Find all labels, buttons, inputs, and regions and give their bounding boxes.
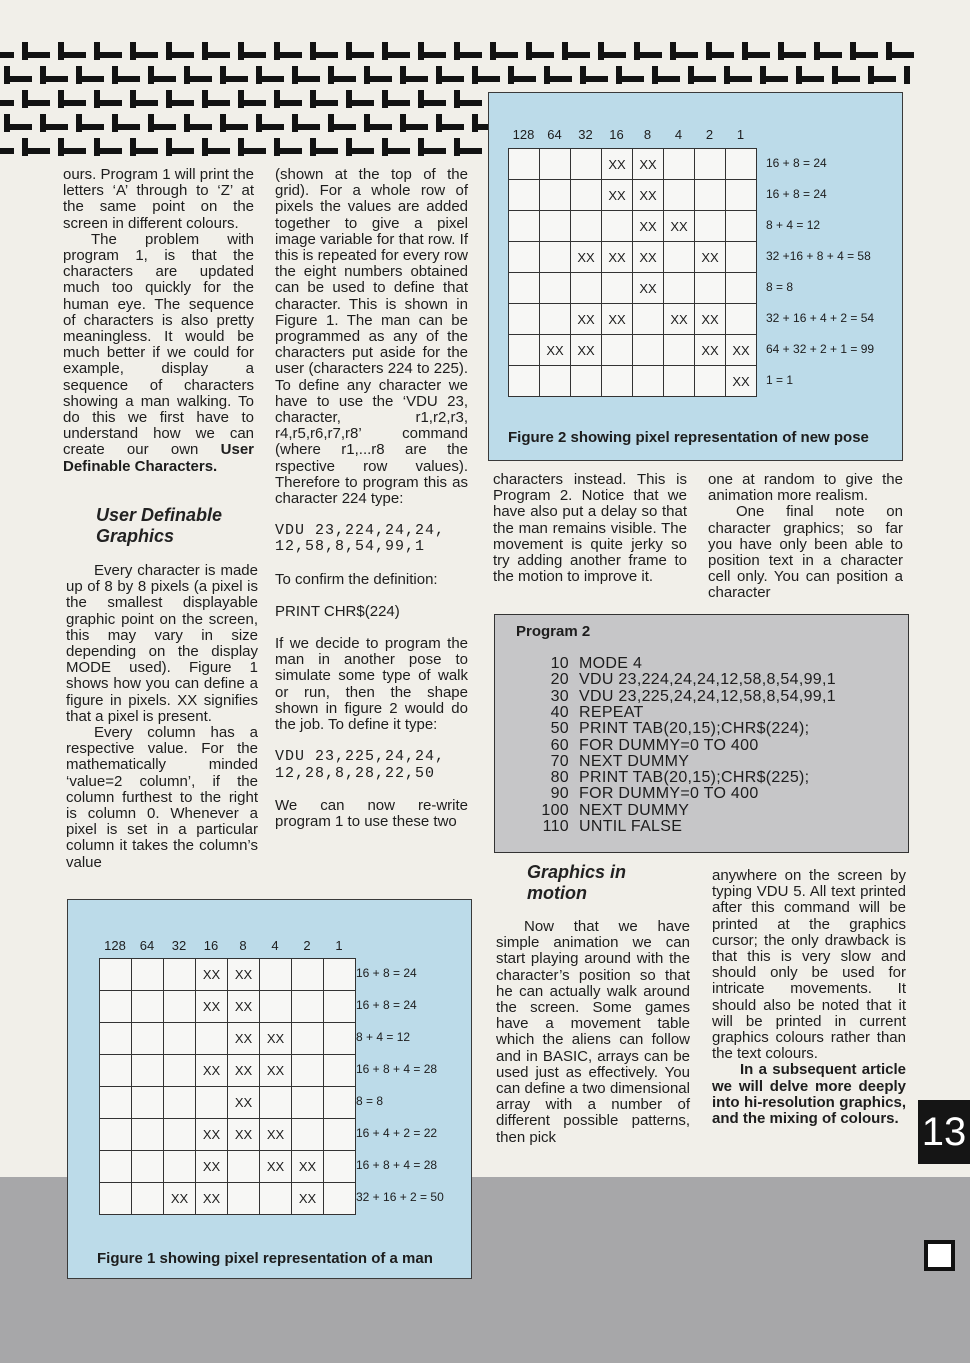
pixel-cell: [633, 366, 664, 397]
pixel-cell: [540, 273, 571, 304]
pixel-cell: [664, 273, 695, 304]
pixel-cell: [260, 959, 292, 991]
pixel-cell: [571, 273, 602, 304]
paragraph: one at random to give the animation more realism.: [708, 471, 903, 505]
pixel-cell: XX: [695, 304, 726, 335]
pixel-cell: XX: [196, 959, 228, 991]
pixel-grid: [99, 958, 356, 1215]
pixel-cell: XX: [602, 149, 633, 180]
grid-row: [509, 304, 757, 335]
row-sum-label: 8 + 4 = 12: [356, 1030, 411, 1044]
column-value-label: 2: [705, 127, 714, 142]
pixel-cell: [726, 149, 757, 180]
pixel-cell: XX: [571, 242, 602, 273]
pixel-cell: XX: [602, 242, 633, 273]
pixel-cell: [664, 149, 695, 180]
pixel-cell: XX: [196, 1119, 228, 1151]
section-heading: Graphics in motion: [527, 862, 627, 903]
page-number: 13: [918, 1100, 970, 1164]
pixel-cell: [292, 1087, 324, 1119]
pixel-cell: [132, 1151, 164, 1183]
pixel-cell: [324, 991, 356, 1023]
column-value-label: 64: [547, 127, 562, 142]
pixel-cell: [602, 335, 633, 366]
pixel-cell: [132, 1183, 164, 1215]
line-number: 80: [550, 769, 569, 787]
pixel-cell: [132, 959, 164, 991]
pixel-cell: [324, 1183, 356, 1215]
column-value-label: 128: [512, 127, 535, 142]
pixel-cell: XX: [228, 1055, 260, 1087]
grid-row: [100, 991, 356, 1023]
pixel-cell: [228, 1183, 260, 1215]
column-1: [63, 167, 254, 475]
pixel-cell: XX: [571, 335, 602, 366]
grid-row: [509, 180, 757, 211]
figure-caption: Figure 2 showing pixel representation of new pose: [508, 429, 869, 446]
pixel-cell: [164, 1119, 196, 1151]
pixel-cell: [260, 1087, 292, 1119]
pixel-cell: XX: [228, 959, 260, 991]
code-snippet: VDU 23,224,24,24, 12,58,8,54,99,1: [275, 522, 446, 556]
program-2-listing: [494, 614, 909, 853]
line-number: 60: [550, 736, 569, 754]
paragraph: If we decide to program the man in another pose to simulate some type of walk or run, then the shape shown in figure 2 would do the job. To define it type:: [275, 635, 468, 734]
pixel-cell: [100, 959, 132, 991]
pixel-cell: [228, 1151, 260, 1183]
pixel-cell: [324, 1023, 356, 1055]
pixel-cell: [695, 180, 726, 211]
program-title: Program 2: [516, 623, 591, 640]
grid-row: [100, 1183, 356, 1215]
code-snippet: PRINT CHR$(224): [275, 602, 400, 620]
pixel-cell: [571, 180, 602, 211]
pixel-cell: [571, 366, 602, 397]
pixel-cell: XX: [602, 180, 633, 211]
pixel-cell: [196, 1023, 228, 1055]
column-value-label: 2: [303, 938, 311, 953]
code-line: MODE 4: [579, 655, 643, 672]
figure-1: [67, 899, 472, 1279]
pixel-cell: [509, 273, 540, 304]
grid-row: [100, 959, 356, 991]
paragraph: We can now re-write program 1 to use these two: [275, 796, 468, 830]
pixel-cell: XX: [196, 991, 228, 1023]
pixel-cell: [324, 1151, 356, 1183]
pixel-cell: [509, 149, 540, 180]
pixel-cell: [292, 959, 324, 991]
line-number: 90: [550, 785, 569, 803]
row-sum-label: 8 = 8: [766, 279, 794, 294]
pixel-cell: XX: [633, 242, 664, 273]
pixel-cell: [602, 273, 633, 304]
pixel-cell: XX: [196, 1055, 228, 1087]
column-4-continued: [712, 868, 906, 1127]
pixel-cell: [664, 242, 695, 273]
grid-row: [509, 211, 757, 242]
line-number: 30: [550, 687, 569, 705]
pixel-cell: [695, 149, 726, 180]
pixel-cell: XX: [196, 1151, 228, 1183]
pixel-cell: [633, 335, 664, 366]
row-sum-label: 32 +16 + 8 + 4 = 58: [766, 248, 871, 263]
column-value-label: 16: [203, 938, 219, 953]
pixel-cell: [509, 366, 540, 397]
code-snippet: VDU 23,225,24,24, 12,28,8,28,22,50: [275, 748, 446, 782]
row-sum-label: 8 = 8: [356, 1094, 384, 1108]
grid-row: [100, 1055, 356, 1087]
code-line: UNTIL FALSE: [579, 818, 683, 835]
pixel-cell: XX: [292, 1151, 324, 1183]
column-value-label: 8: [643, 127, 652, 142]
pixel-cell: [164, 1151, 196, 1183]
pixel-cell: [100, 991, 132, 1023]
grid-row: [509, 149, 757, 180]
column-value-label: 32: [171, 938, 187, 953]
pixel-cell: [164, 959, 196, 991]
column-2: [275, 167, 468, 830]
pixel-cell: [292, 991, 324, 1023]
pixel-cell: [695, 211, 726, 242]
line-number: 70: [550, 752, 569, 770]
pixel-cell: [540, 242, 571, 273]
pixel-cell: XX: [228, 1087, 260, 1119]
figure-caption: Figure 1 showing pixel representation of a man: [97, 1250, 433, 1267]
line-number: 100: [541, 801, 569, 819]
pixel-cell: [164, 991, 196, 1023]
pixel-cell: [100, 1119, 132, 1151]
pixel-cell: XX: [726, 335, 757, 366]
pixel-cell: [260, 1183, 292, 1215]
pixel-cell: [100, 1023, 132, 1055]
column-value-label: 8: [239, 938, 247, 953]
pixel-cell: XX: [664, 211, 695, 242]
pixel-cell: [260, 991, 292, 1023]
pixel-cell: XX: [164, 1183, 196, 1215]
pixel-cell: [324, 1055, 356, 1087]
paragraph: characters instead. This is Program 2. Notice that we have also put a delay so that the man remains visible. The movement is quite jerky so try adding another frame to the motion to improve it.: [493, 471, 687, 586]
pixel-cell: [571, 149, 602, 180]
code-line: NEXT DUMMY: [579, 801, 690, 819]
pixel-cell: [132, 991, 164, 1023]
line-number: 10: [550, 655, 569, 672]
pixel-cell: [509, 335, 540, 366]
pixel-cell: XX: [571, 304, 602, 335]
code-line: FOR DUMMY=0 TO 400: [579, 785, 759, 803]
pixel-cell: [164, 1087, 196, 1119]
paragraph: Every character is made up of 8 by 8 pixels (a pixel is the smallest displayable graphic point on the screen, this may vary in size depending on the display MODE used). Figure 1 shows how you can define a figure in pixels. XX signifies that a pixel is present.: [66, 562, 258, 725]
column-value-label: 4: [674, 127, 683, 142]
pixel-cell: XX: [633, 211, 664, 242]
line-number: 110: [542, 818, 569, 835]
pixel-cell: XX: [540, 335, 571, 366]
row-sum-label: 16 + 8 = 24: [356, 966, 417, 980]
grid-row: [509, 273, 757, 304]
section-heading: User Definable Graphics: [96, 505, 223, 546]
code-line: REPEAT: [579, 703, 644, 721]
column-value-label: 1: [335, 938, 343, 953]
pixel-cell: [726, 180, 757, 211]
code-line: VDU 23,224,24,24,12,58,8,54,99,1: [579, 671, 836, 689]
pixel-cell: [292, 1055, 324, 1087]
pixel-cell: [100, 1183, 132, 1215]
grid-row: [100, 1023, 356, 1055]
pixel-cell: XX: [228, 1119, 260, 1151]
paragraph: anywhere on the screen by typing VDU 5. All text printed after this command will be printed at the graphics cursor; the only drawback is that this is very slow and should only be used for intricate movements. It should also be noted that it will be printed in current graphics colours rather than the text colours.: [712, 867, 906, 1063]
pixel-cell: [324, 959, 356, 991]
pixel-cell: [726, 211, 757, 242]
pixel-cell: [602, 211, 633, 242]
pixel-cell: [602, 366, 633, 397]
pixel-cell: XX: [602, 304, 633, 335]
square-marker-icon: [924, 1240, 955, 1271]
row-sum-label: 16 + 8 + 4 = 28: [356, 1158, 438, 1172]
row-sum-label: 1 = 1: [766, 372, 794, 387]
pixel-cell: XX: [726, 366, 757, 397]
column-3-continued: [496, 919, 690, 1146]
grid-row: [100, 1151, 356, 1183]
column-value-label: 128: [104, 938, 126, 953]
column-value-label: 16: [609, 127, 624, 142]
grid-row: [100, 1087, 356, 1119]
paragraph: (shown at the top of the grid). For a whole row of pixels the values are added together to give a pixel image variable for that row. If this is repeated for every row the eight numbers obtained can be used to define that character. This is shown in Figure 1. The man can be programmed as any of the characters put aside for the user (characters 224 to 225). To define any character we have to use the ‘VDU 23, character, r1,r2,r3, r4,r5,r6,r7,r8’ command (where r1,...r8 are the rspective row values). Therefore to program this as character 224 type:: [275, 166, 468, 508]
row-sum-label: 16 + 4 + 2 = 22: [356, 1126, 438, 1140]
code-line: VDU 23,225,24,24,12,58,8,54,99,1: [579, 687, 836, 705]
pixel-cell: [540, 180, 571, 211]
pixel-cell: [664, 335, 695, 366]
column-1-continued: [66, 563, 258, 871]
pixel-cell: [695, 366, 726, 397]
pixel-cell: [132, 1119, 164, 1151]
pixel-cell: XX: [633, 180, 664, 211]
pixel-cell: [324, 1087, 356, 1119]
row-sum-label: 32 + 16 + 2 = 50: [356, 1190, 444, 1204]
paragraph: Now that we have simple animation we can start playing around with the character’s position so that he can actually walk around the screen. Some games have a movement table which the aliens can follow and in BASIC, arrays can be used just as effectively. You can define a two dimensional array with a number of different possible patterns, then pick: [496, 918, 690, 1146]
row-sum-label: 32 + 16 + 4 + 2 = 54: [766, 310, 875, 325]
pixel-cell: [540, 149, 571, 180]
row-sum-label: 16 + 8 = 24: [356, 998, 417, 1012]
column-value-label: 32: [578, 127, 593, 142]
paragraph: The problem with program 1, is that the characters are updated much too quickly for the human eye. The sequence of characters is also pretty meaningless. It would be much better if we could for example, display a sequence of characters showing a man walking. To do this we first have to understand how we can create our own User Definable Characters.: [63, 230, 254, 475]
pixel-cell: [509, 304, 540, 335]
pixel-cell: XX: [633, 149, 664, 180]
column-value-label: 64: [139, 938, 155, 953]
pixel-cell: [664, 180, 695, 211]
column-3: [493, 472, 687, 585]
paragraph: ours. Program 1 will print the letters ‘A’ through to ‘Z’ at the same point on the screen in different colours.: [63, 166, 254, 232]
pixel-cell: XX: [228, 991, 260, 1023]
pixel-cell: [132, 1023, 164, 1055]
paragraph: One final note on character graphics; so far you have only been able to position text in a character cell only. You can position a character: [708, 503, 903, 602]
grid-row: [100, 1119, 356, 1151]
grid-row: [509, 366, 757, 397]
line-number: 50: [550, 720, 569, 738]
pixel-cell: [540, 211, 571, 242]
code-line: PRINT TAB(20,15);CHR$(225);: [579, 769, 810, 787]
grid-row: [509, 242, 757, 273]
pixel-cell: [571, 211, 602, 242]
row-sum-label: 16 + 8 + 4 = 28: [356, 1062, 438, 1076]
pixel-cell: [509, 180, 540, 211]
pixel-cell: XX: [260, 1119, 292, 1151]
pixel-cell: [132, 1087, 164, 1119]
pixel-cell: [509, 242, 540, 273]
pixel-cell: [726, 242, 757, 273]
pixel-cell: [509, 211, 540, 242]
paragraph: Every column has a respective value. For the mathematically minded ‘value=2 column’, if the column furthest to the right is column 0. Whenever a pixel is set in a particular column it takes the column’s value: [66, 724, 258, 871]
column-value-label: 1: [736, 127, 745, 142]
column-value-label: 4: [271, 938, 279, 953]
pixel-cell: XX: [695, 242, 726, 273]
row-sum-label: 8 + 4 = 12: [766, 217, 821, 232]
paragraph: In a subsequent article we will delve more deeply into hi-resolution graphics, and the mixing of colours.: [712, 1061, 906, 1128]
pixel-cell: XX: [695, 335, 726, 366]
pixel-cell: [196, 1087, 228, 1119]
pixel-cell: XX: [292, 1183, 324, 1215]
code-line: FOR DUMMY=0 TO 400: [579, 736, 759, 754]
row-sum-label: 16 + 8 = 24: [766, 155, 827, 170]
pixel-cell: [100, 1087, 132, 1119]
bold-term: User Definable Characters.: [63, 441, 254, 475]
paragraph: To confirm the definition:: [275, 570, 438, 588]
line-number: 40: [550, 703, 569, 721]
pixel-cell: XX: [260, 1151, 292, 1183]
pixel-cell: XX: [260, 1055, 292, 1087]
pixel-cell: XX: [633, 273, 664, 304]
pixel-cell: XX: [260, 1023, 292, 1055]
pixel-cell: XX: [228, 1023, 260, 1055]
pixel-grid: [508, 148, 757, 397]
row-sum-label: 16 + 8 = 24: [766, 186, 827, 201]
pixel-cell: [540, 304, 571, 335]
pixel-cell: [164, 1023, 196, 1055]
pixel-cell: [726, 304, 757, 335]
pixel-cell: [324, 1119, 356, 1151]
pixel-cell: [164, 1055, 196, 1087]
grid-row: [509, 335, 757, 366]
pixel-cell: [726, 273, 757, 304]
line-number: 20: [550, 671, 569, 689]
pixel-cell: [100, 1151, 132, 1183]
pixel-cell: [664, 366, 695, 397]
code-line: PRINT TAB(20,15);CHR$(224);: [579, 720, 810, 738]
pixel-cell: [292, 1023, 324, 1055]
column-4: [708, 472, 903, 602]
pixel-cell: [100, 1055, 132, 1087]
pixel-cell: [695, 273, 726, 304]
figure-2: [488, 92, 903, 461]
pixel-cell: [540, 366, 571, 397]
pixel-cell: XX: [196, 1183, 228, 1215]
pixel-cell: [633, 304, 664, 335]
code-line: NEXT DUMMY: [579, 752, 690, 770]
row-sum-label: 64 + 32 + 2 + 1 = 99: [766, 341, 875, 356]
pixel-cell: XX: [664, 304, 695, 335]
pixel-cell: [132, 1055, 164, 1087]
pixel-cell: [292, 1119, 324, 1151]
